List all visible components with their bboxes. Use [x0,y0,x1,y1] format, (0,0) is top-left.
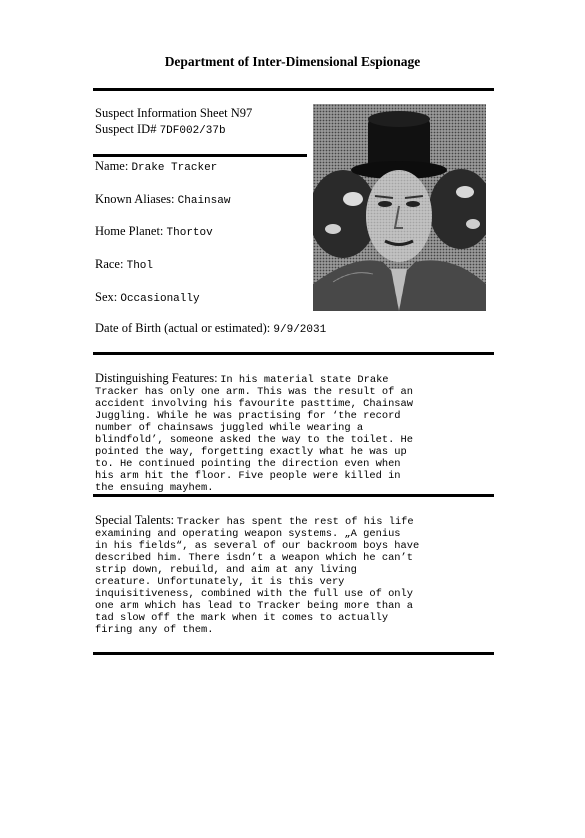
dob-row [95,320,326,338]
aliases-value: Chainsaw [177,195,231,207]
features-section [95,372,455,494]
page-title: Department of Inter-Dimensional Espionage [164,54,421,69]
sex-label: Sex: [95,290,118,304]
suspect-id-value: 7DF002/37b [159,125,226,137]
race-row [95,256,153,274]
talents-section [95,514,455,636]
sex-value: Occasionally [120,293,200,305]
talents-text: Tracker has spent the rest of his life examining and operating weapon systems. „A genius in his fields“, as several of our backroom boys have described him. There isdn’t a weapon which he can’t strip down, rebuild, and aim at any living creature. Unfortunately, it is this very inquisitiveness, combined with the full use of only one arm which has lead to Tracker being more than a tad slow off the mark when it comes to actually firing any of them. [95,516,420,636]
name-row [95,158,217,176]
home-planet-value: Thortov [166,227,213,239]
talents-label: Special Talents: [95,513,175,527]
sheet-label: Suspect Information Sheet N97 [95,106,253,120]
aliases-row [95,191,230,209]
home-planet-label: Home Planet: [95,224,164,238]
features-text: In his material state Drake Tracker has only one arm. This was the result of an accident involving his favourite pasttime, Chainsaw Juggling. While he was practising for ‘the record number of chainsaws juggled while wearing a blindfold’, someone asked the way to the toilet. He pointed the way, forgetting exactly what he was up to. He continued pointing the direction even when his arm hit the floor. Five people were killed in the ensuing mayhem. [95,374,414,494]
name-value: Drake Tracker [131,162,218,174]
race-label: Race: [95,257,124,271]
dob-value: 9/9/2031 [273,324,327,336]
aliases-label: Known Aliases: [95,192,175,206]
name-label: Name: [95,159,129,173]
dob-label: Date of Birth (actual or estimated): [95,321,271,335]
suspect-id-label: Suspect ID# [95,122,157,136]
home-planet-row [95,223,213,241]
suspect-id-row [95,121,226,139]
sex-row [95,289,200,307]
suspect-photo [313,104,486,311]
race-value: Thol [126,260,153,272]
bottom-divider [93,652,494,655]
talents-divider [93,494,494,497]
header-divider [93,154,307,157]
features-divider [93,352,494,355]
features-label: Distinguishing Features: [95,371,218,385]
top-divider [93,88,494,91]
